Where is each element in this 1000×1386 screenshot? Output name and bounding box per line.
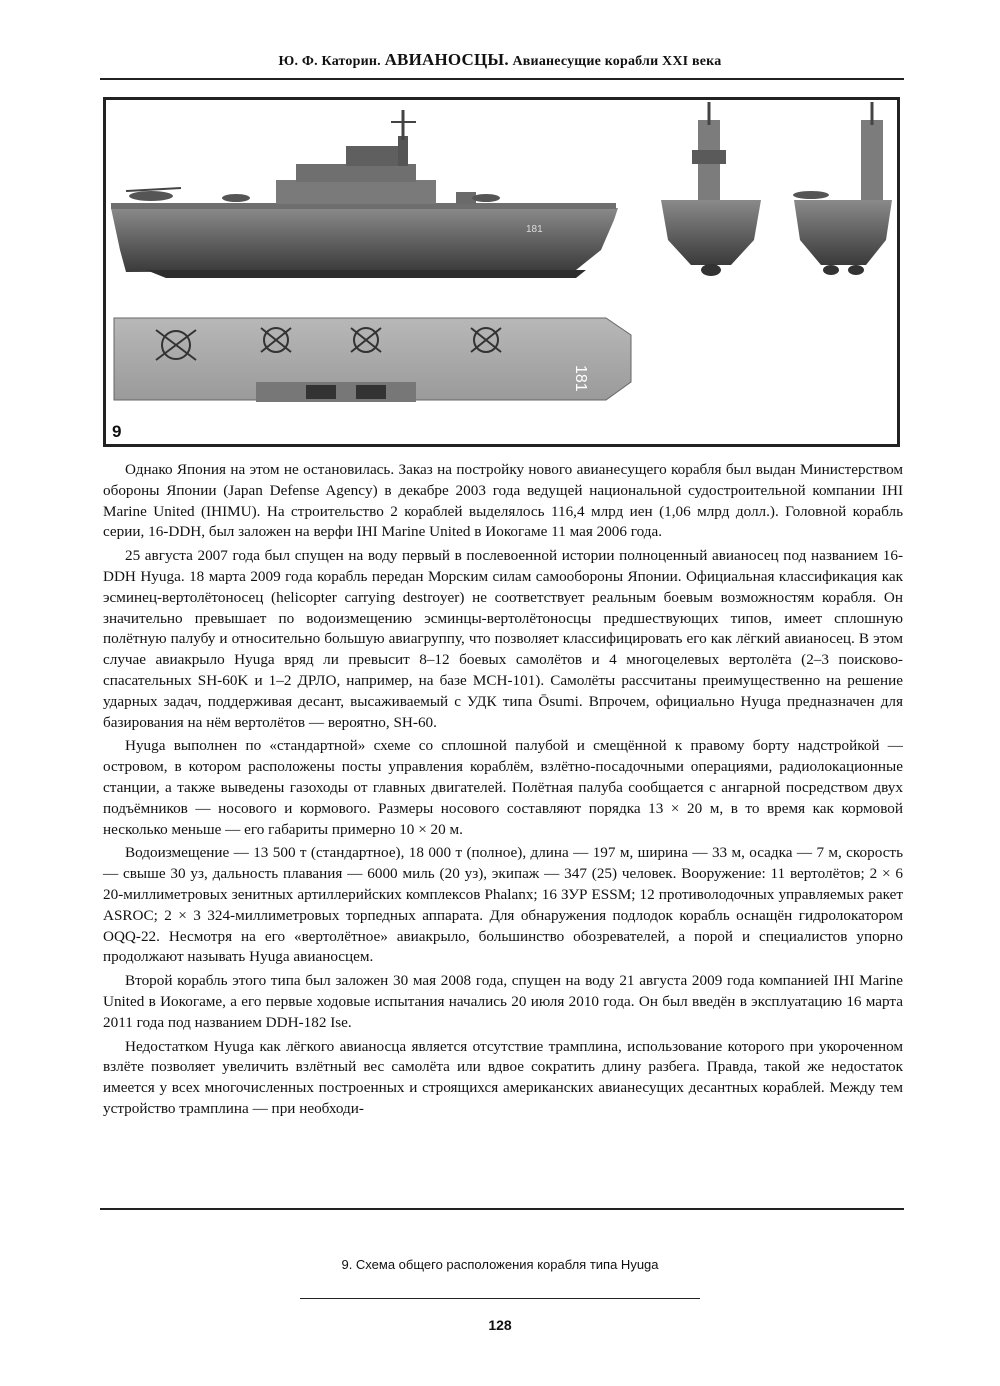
side-hull-number: 181 (526, 224, 543, 235)
header-title: АВИАНОСЦЫ. (384, 50, 509, 69)
header-rule (100, 78, 904, 80)
paragraph: 25 августа 2007 года был спущен на воду первый в послевоенной истории полноценный авианосец под названием 16-DDH Hyuga. 18 марта 2009 года корабль передан Морским силам самообороны Японии. Официальная классификация как эсминец-вертолётоносец (helicopter carrying destroyer) не соответствует реальным боевым возможностям корабля. Он значительно превышает по водоизмещению эсминцы-вертолётоносцы предшествующих типов, имеет сплошную полётную палубу и относительно большую авиагруппу, что позволяет классифицировать его как лёгкий авианосец. В этом случае авиакрыло Hyuga вряд ли превысит 8–12 боевых самолётов и 4 многоцелевых вертолёта (2–3 поисково-спасательных SH-60K и 1–2 ДРЛО, например, на базе MCH-101). Самолёты рассчитаны преимущественно на решение ударных задач, поддерживая десант, высаживаемый с УДК типа Ōsumi. Впрочем, официально Hyuga предназначен для базирования на нём вертолётов — вероятно, SH-60. (103, 547, 903, 731)
paragraph: Hyuga выполнен по «стандартной» схеме со сплошной палубой и смещённой к правому борту надстройкой — островом, в котором расположены посты управления кораблём, взлётно-посадочными операциями, радиолокационные станции, а также выведены газоходы от главных двигателей. Полётная палуба сообщается с ангарной посредством двух подъёмников — носового и кормового. Размеры носового составляют порядка 13 × 20 м, в то время как кормовой несколько меньше — его габариты примерно 10 × 20 м. (103, 737, 903, 838)
footnote-rule (100, 1208, 904, 1210)
article-body (103, 460, 903, 1123)
figure-number: 9 (112, 422, 122, 441)
paragraph: Недостатком Hyuga как лёгкого авианосца является отсутствие трамплина, использование которого при укороченном взлёте позволяет увеличить взлётный вес самолёта или вдвое сократить длину разбега. Правда, такой же недостаток имеется у всех многочисленных построенных и строящихся американских авианесущих десантных кораблей. Между тем устройство трамплина — при необходи- (103, 1037, 903, 1117)
paragraph: Второй корабль этого типа был заложен 30 мая 2008 года, спущен на воду 21 августа 2009 года компанией IHI Marine United в Иокогаме, а его первые ходовые испытания начались 20 июля 2010 года. Он был введён в эксплуатацию 16 марта 2011 года под названием DDH-182 Ise. (103, 972, 903, 1031)
ship-drawings (106, 100, 897, 444)
deck-plan (114, 318, 631, 402)
rear-view (793, 102, 892, 275)
paragraph: Однако Япония на этом не остановилась. Заказ на постройку нового авианесущего корабля был выдан Министерством обороны Японии (Japan Defense Agency) в декабре 2003 года ведущей национальной судостроительной компании IHI Marine United (IHIMU). На строительство 2 кораблей выделялось 116,4 млрд иен (1,06 млрд долл.). Головной корабль серии, 16-DDH, был заложен на верфи IHI Marine United в Иокогаме 11 мая 2006 года. (103, 461, 903, 541)
front-view (661, 102, 761, 276)
deck-hull-number: 181 (572, 365, 589, 392)
ship-figure (103, 97, 900, 447)
header-subtitle: Авианесущие корабли XXI века (512, 54, 722, 69)
side-profile (111, 110, 618, 278)
figure-caption: 9. Схема общего расположения корабля типа Hyuga (341, 1257, 659, 1272)
paragraph: Водоизмещение — 13 500 т (стандартное), 18 000 т (полное), длина — 197 м, ширина — 33 м, осадка — 7 м, скорость — свыше 30 уз, дальность плавания — 6000 миль (20 уз), экипаж — 347 (25) человек. Вооружение: 11 вертолётов; 2 × 6 20-миллиметровых зенитных артиллерийских комплексов Phalanx; 16 ЗУР ESSM; 12 противолодочных управляемых ракет ASROC; 2 × 3 324-миллиметровых торпедных аппарата. Для обнаружения подлодок корабль оснащён гидролокатором OQQ-22. Несмотря на его «вертолётное» авиакрыло, большинство обозревателей, а порой и специалистов упорно продолжают называть Hyuga авианосцем. (103, 844, 903, 966)
page-rule (300, 1298, 700, 1299)
page-number: 128 (488, 1317, 512, 1333)
header-author: Ю. Ф. Каторин. (278, 54, 381, 69)
running-header (100, 50, 900, 70)
